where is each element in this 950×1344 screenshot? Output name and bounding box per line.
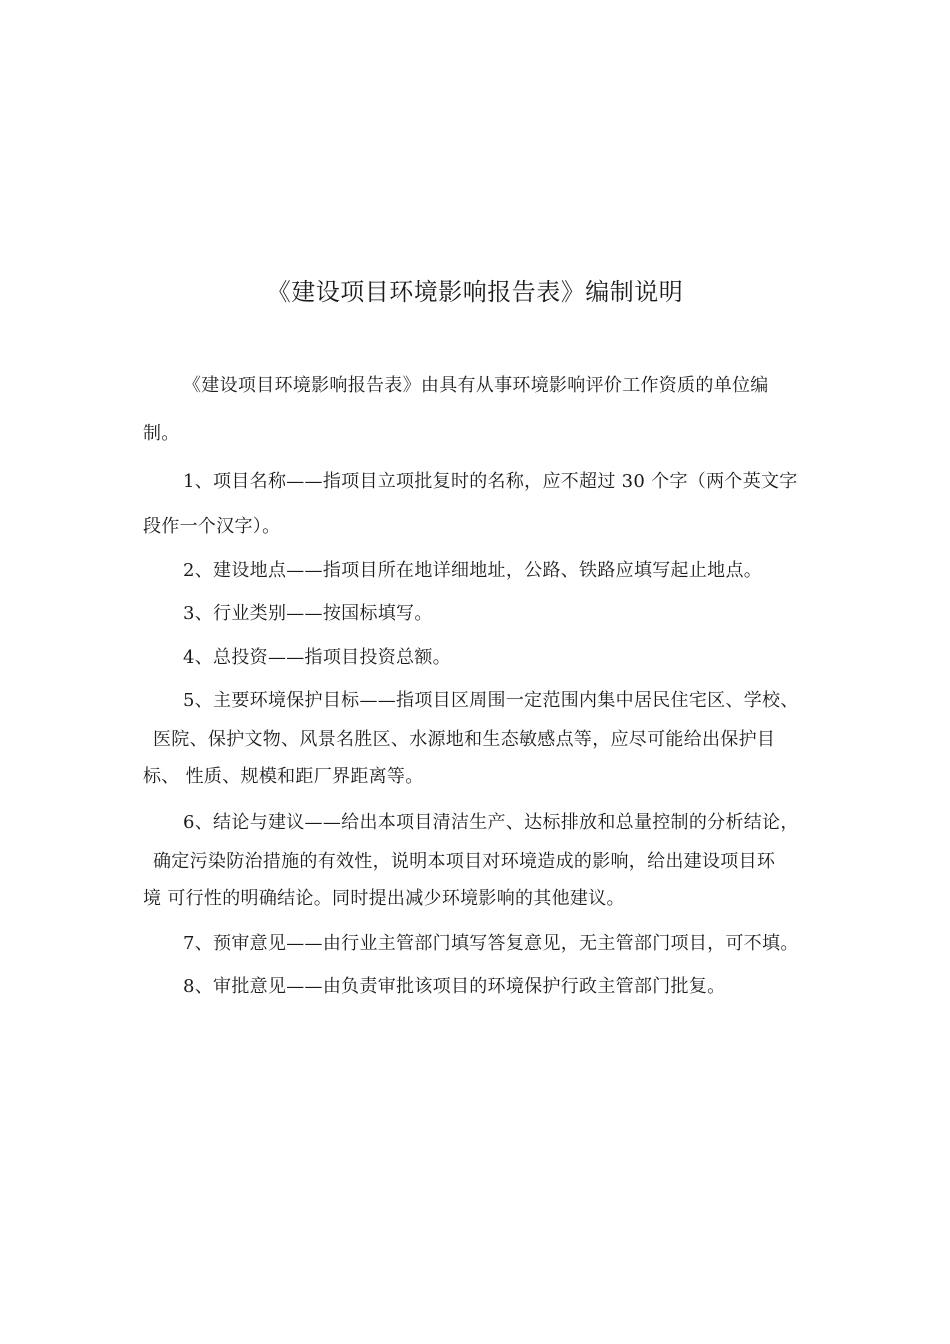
item-1-line-2: 段作一个汉字）。	[143, 516, 281, 537]
item-5-line-1: 5、主要环境保护目标——指项目区周围一定范围内集中居民住宅区、学校、	[183, 690, 799, 711]
document-title: 《建设项目环境影响报告表》编制说明	[266, 278, 684, 306]
item-8-line-1: 8、审批意见——由负责审批该项目的环境保护行政主管部门批复。	[183, 976, 726, 997]
item-3-line-1: 3、行业类别——按国标填写。	[183, 603, 433, 624]
item-5-line-2: 医院、保护文物、风景名胜区、水源地和生态敏感点等，应尽可能给出保护目	[153, 729, 776, 750]
item-5-line-3: 标、 性质、规模和距厂界距离等。	[143, 766, 424, 787]
item-1-line-1: 1、项目名称——指项目立项批复时的名称，应不超过 30 个字（两个英文字	[183, 471, 798, 492]
item-4-line-1: 4、总投资——指项目投资总额。	[183, 647, 451, 668]
item-6-line-2: 确定污染防治措施的有效性，说明本项目对环境造成的影响，给出建设项目环	[153, 851, 776, 872]
item-6-line-3: 境 可行性的明确结论。同时提出减少环境影响的其他建议。	[143, 888, 625, 909]
item-7-line-1: 7、预审意见——由行业主管部门填写答复意见，无主管部门项目，可不填。	[183, 933, 799, 954]
intro-line-2: 制。	[143, 423, 180, 444]
intro-line-1: 《建设项目环境影响报告表》由具有从事环境影响评价工作资质的单位编	[183, 375, 769, 396]
item-6-line-1: 6、结论与建议——给出本项目清洁生产、达标排放和总量控制的分析结论，	[183, 812, 799, 833]
item-2-line-1: 2、建设地点——指项目所在地详细地址，公路、铁路应填写起止地点。	[183, 560, 763, 581]
